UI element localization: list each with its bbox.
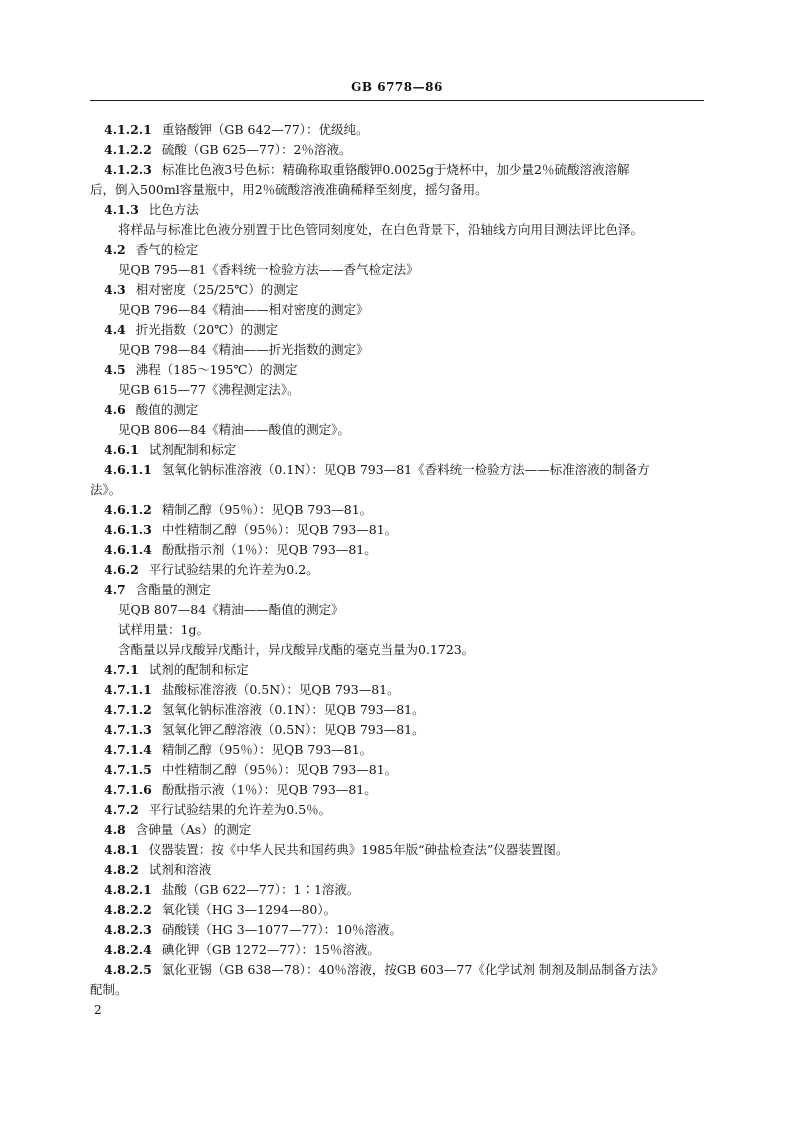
clause-number: 4.8 (104, 822, 126, 837)
clause-text: 含酯量的测定 (135, 582, 211, 597)
text-line (90, 200, 704, 220)
text-line (90, 880, 704, 900)
clause-text: 香气的检定 (135, 242, 199, 257)
clause-number: 4.2 (104, 242, 126, 257)
clause-text: 见QB 798—84《精油——折光指数的测定》 (118, 342, 369, 357)
text-line (90, 800, 704, 820)
text-line (90, 720, 704, 740)
clause-text: 试剂配制和标定 (148, 442, 237, 457)
clause-number: 4.7.1.4 (104, 742, 152, 757)
clause-text: 盐酸（GB 622—77）：1∶1溶液。 (161, 882, 360, 897)
clause-text: 中性精制乙醇（95％）：见QB 793—81。 (161, 762, 398, 777)
text-line (90, 740, 704, 760)
clause-number: 4.7.1.1 (104, 682, 152, 697)
text-line (90, 900, 704, 920)
clause-text: 见GB 615—77《沸程测定法》。 (118, 382, 300, 397)
clause-text: 酚酞指示剂（1％）：见QB 793—81。 (161, 542, 377, 557)
clause-number: 4.8.2.2 (104, 902, 152, 917)
clause-text: 精制乙醇（95％）：见QB 793—81。 (161, 502, 373, 517)
clause-text: 仪器装置：按《中华人民共和国药典》1985年版“砷盐检查法”仪器装置图。 (148, 842, 569, 857)
text-line (90, 400, 704, 420)
text-line (90, 140, 704, 160)
clause-text: 后，倒入500ml容量瓶中，用2％硫酸溶液准确稀释至刻度，摇匀备用。 (90, 182, 488, 197)
text-line (90, 460, 704, 480)
clause-text: 氢氧化钠标准溶液（0.1N）：见QB 793—81。 (161, 702, 425, 717)
clause-text: 见QB 796—84《精油——相对密度的测定》 (118, 302, 369, 317)
clause-text: 折光指数（20℃）的测定 (135, 322, 279, 337)
clause-number: 4.1.2.1 (104, 122, 152, 137)
clause-text: 中性精制乙醇（95％）：见QB 793—81。 (161, 522, 398, 537)
clause-number: 4.8.2.3 (104, 922, 152, 937)
clause-text: 盐酸标准溶液（0.5N）：见QB 793—81。 (161, 682, 400, 697)
clause-number: 4.6 (104, 402, 126, 417)
text-line (90, 980, 704, 1000)
text-line (90, 780, 704, 800)
clause-text: 沸程（185～195℃）的测定 (135, 362, 298, 377)
clause-text: 比色方法 (148, 202, 199, 217)
clause-text: 法》。 (90, 482, 122, 497)
clause-number: 4.7.1 (104, 662, 139, 677)
text-line (90, 660, 704, 680)
clause-text: 试剂的配制和标定 (148, 662, 249, 677)
text-line (90, 860, 704, 880)
clause-text: 氯化亚锡（GB 638—78）：40％溶液，按GB 603—77《化学试剂 制剂及制品制备方法》 (161, 962, 664, 977)
text-line (90, 840, 704, 860)
text-line (90, 480, 704, 500)
text-line (90, 760, 704, 780)
clause-number: 4.6.1.2 (104, 502, 152, 517)
text-line (90, 240, 704, 260)
clause-text: 标准比色液3号色标：精确称取重铬酸钾0.0025g于烧杯中，加少量2％硫酸溶液溶解 (161, 162, 630, 177)
text-line (90, 640, 704, 660)
clause-text: 重铬酸钾（GB 642—77）：优级纯。 (161, 122, 369, 137)
clause-text: 硫酸（GB 625—77）：2％溶液。 (161, 142, 352, 157)
clause-number: 4.1.2.2 (104, 142, 152, 157)
clause-text: 平行试验结果的允许差为0.2。 (148, 562, 319, 577)
clause-text: 酚酞指示液（1％）：见QB 793—81。 (161, 782, 377, 797)
clause-text: 硝酸镁（HG 3—1077—77）：10％溶液。 (161, 922, 403, 937)
clause-text: 氢氧化钠标准溶液（0.1N）：见QB 793—81《香料统一检验方法——标准溶液的制备方 (161, 462, 650, 477)
clause-text: 见QB 795—81《香料统一检验方法——香气检定法》 (118, 262, 419, 277)
clause-number: 4.8.2.4 (104, 942, 152, 957)
clause-number: 4.7.1.5 (104, 762, 152, 777)
clause-number: 4.1.2.3 (104, 162, 152, 177)
clause-text: 配制。 (90, 982, 128, 997)
header-divider (90, 100, 704, 101)
clause-number: 4.6.2 (104, 562, 139, 577)
text-line (90, 180, 704, 200)
clause-number: 4.6.1.3 (104, 522, 152, 537)
text-line (90, 420, 704, 440)
text-line (90, 120, 704, 140)
clause-number: 4.6.1.1 (104, 462, 152, 477)
clause-number: 4.5 (104, 362, 126, 377)
text-line (90, 320, 704, 340)
clause-text: 见QB 806—84《精油——酸值的测定》。 (118, 422, 350, 437)
text-line (90, 560, 704, 580)
clause-text: 平行试验结果的允许差为0.5％。 (148, 802, 332, 817)
clause-number: 4.7.2 (104, 802, 139, 817)
clause-text: 氧化镁（HG 3—1294—80）。 (161, 902, 337, 917)
clause-text: 试样用量：1g。 (118, 622, 209, 637)
text-line (90, 600, 704, 620)
clause-text: 相对密度（25/25℃）的测定 (135, 282, 299, 297)
text-line (90, 300, 704, 320)
text-line (90, 820, 704, 840)
clause-text: 精制乙醇（95％）：见QB 793—81。 (161, 742, 373, 757)
clause-text: 氢氧化钾乙醇溶液（0.5N）：见QB 793—81。 (161, 722, 425, 737)
document-body (90, 120, 704, 1000)
text-line (90, 520, 704, 540)
text-line (90, 340, 704, 360)
text-line (90, 360, 704, 380)
page-number: 2 (94, 1003, 102, 1017)
clause-number: 4.7.1.3 (104, 722, 152, 737)
text-line (90, 960, 704, 980)
text-line (90, 700, 704, 720)
clause-number: 4.1.3 (104, 202, 139, 217)
text-line (90, 620, 704, 640)
text-line (90, 940, 704, 960)
clause-number: 4.7.1.2 (104, 702, 152, 717)
clause-number: 4.8.2.5 (104, 962, 152, 977)
text-line (90, 500, 704, 520)
text-line (90, 280, 704, 300)
clause-text: 试剂和溶液 (148, 862, 212, 877)
clause-text: 酸值的测定 (135, 402, 199, 417)
clause-number: 4.8.1 (104, 842, 139, 857)
clause-text: 含砷量（As）的测定 (135, 822, 252, 837)
clause-text: 含酯量以异戊酸异戊酯计，异戊酸异戊酯的毫克当量为0.1723。 (118, 642, 475, 657)
clause-number: 4.3 (104, 282, 126, 297)
page-header: GB 6778—86 (351, 80, 443, 94)
text-line (90, 260, 704, 280)
clause-number: 4.6.1.4 (104, 542, 152, 557)
clause-number: 4.6.1 (104, 442, 139, 457)
text-line (90, 540, 704, 560)
text-line (90, 160, 704, 180)
text-line (90, 440, 704, 460)
clause-text: 将样品与标准比色液分别置于比色管同刻度处，在白色背景下，沿轴线方向用目测法评比色泽。 (118, 222, 644, 237)
clause-number: 4.8.2 (104, 862, 139, 877)
clause-text: 碘化钾（GB 1272—77）：15％溶液。 (161, 942, 380, 957)
clause-number: 4.7 (104, 582, 126, 597)
clause-text: 见QB 807—84《精油——酯值的测定》 (118, 602, 344, 617)
clause-number: 4.4 (104, 322, 126, 337)
text-line (90, 580, 704, 600)
text-line (90, 220, 704, 240)
clause-number: 4.8.2.1 (104, 882, 152, 897)
text-line (90, 380, 704, 400)
text-line (90, 680, 704, 700)
text-line (90, 920, 704, 940)
clause-number: 4.7.1.6 (104, 782, 152, 797)
